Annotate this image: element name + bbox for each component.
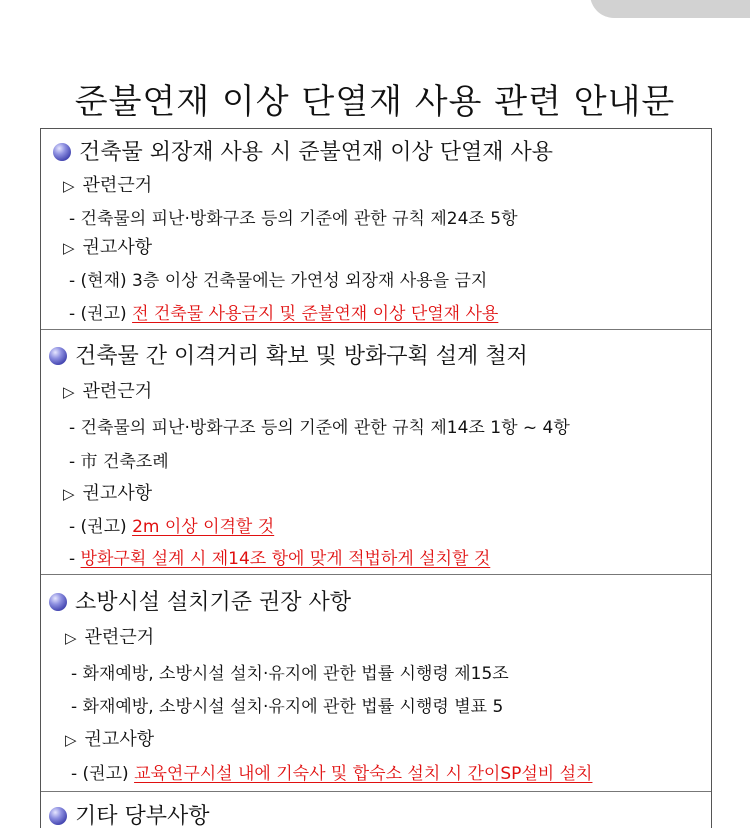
- rec-label-3: ▷ 권고사항: [65, 729, 155, 750]
- section-divider: [41, 329, 711, 330]
- basis-item-3-1: - 화재예방, 소방시설 설치·유지에 관한 법률 시행령 제15조: [71, 664, 509, 684]
- basis-item-1-1: - 건축물의 피난·방화구조 등의 기준에 관한 규칙 제24조 5항: [69, 209, 518, 229]
- sphere-bullet-icon: [49, 347, 67, 365]
- basis-item-3-2: - 화재예방, 소방시설 설치·유지에 관한 법률 시행령 별표 5: [71, 697, 504, 717]
- section-heading-1: 건축물 외장재 사용 시 준불연재 이상 단열재 사용: [53, 135, 553, 166]
- rec-item-2-2: - 방화구획 설계 시 제14조 항에 맞게 적법하게 설치할 것: [69, 549, 491, 569]
- triangle-icon: ▷: [63, 239, 75, 257]
- triangle-icon: ▷: [63, 383, 75, 401]
- basis-label-1: ▷ 관련근거: [63, 175, 153, 196]
- basis-item-2-2: - 市 건축조례: [69, 452, 169, 472]
- rec-item-2-1: - (권고) 2m 이상 이격할 것: [69, 517, 275, 537]
- page-title: 준불연재 이상 단열재 사용 관련 안내문: [74, 82, 676, 122]
- triangle-icon: ▷: [65, 731, 77, 749]
- rec-label-2: ▷ 권고사항: [63, 483, 153, 504]
- rec-item-3-1: - (권고) 교육연구시설 내에 기숙사 및 합숙소 설치 시 간이SP설비 설치: [71, 764, 593, 784]
- basis-label-2: ▷ 관련근거: [63, 381, 153, 402]
- triangle-icon: ▷: [63, 177, 75, 195]
- sphere-bullet-icon: [49, 807, 67, 825]
- section-heading-3: 소방시설 설치기준 권장 사항: [49, 585, 351, 616]
- section-divider: [41, 574, 711, 575]
- corner-tab: [590, 0, 750, 18]
- triangle-icon: ▷: [65, 629, 77, 647]
- basis-item-2-1: - 건축물의 피난·방화구조 등의 기준에 관한 규칙 제14조 1항 ~ 4항: [69, 418, 570, 438]
- rec-item-1-1: - (현재) 3층 이상 건축물에는 가연성 외장재 사용을 금지: [69, 271, 488, 291]
- section-heading-2: 건축물 간 이격거리 확보 및 방화구획 설계 철저: [49, 339, 528, 370]
- triangle-icon: ▷: [63, 485, 75, 503]
- sphere-bullet-icon: [53, 143, 71, 161]
- sphere-bullet-icon: [49, 593, 67, 611]
- section-divider: [41, 791, 711, 792]
- content-box: [40, 128, 712, 828]
- rec-label-1: ▷ 권고사항: [63, 237, 153, 258]
- basis-label-3: ▷ 관련근거: [65, 627, 155, 648]
- rec-item-1-2: - (권고) 전 건축물 사용금지 및 준불연재 이상 단열재 사용: [69, 304, 499, 324]
- section-heading-4: 기타 당부사항: [49, 799, 210, 830]
